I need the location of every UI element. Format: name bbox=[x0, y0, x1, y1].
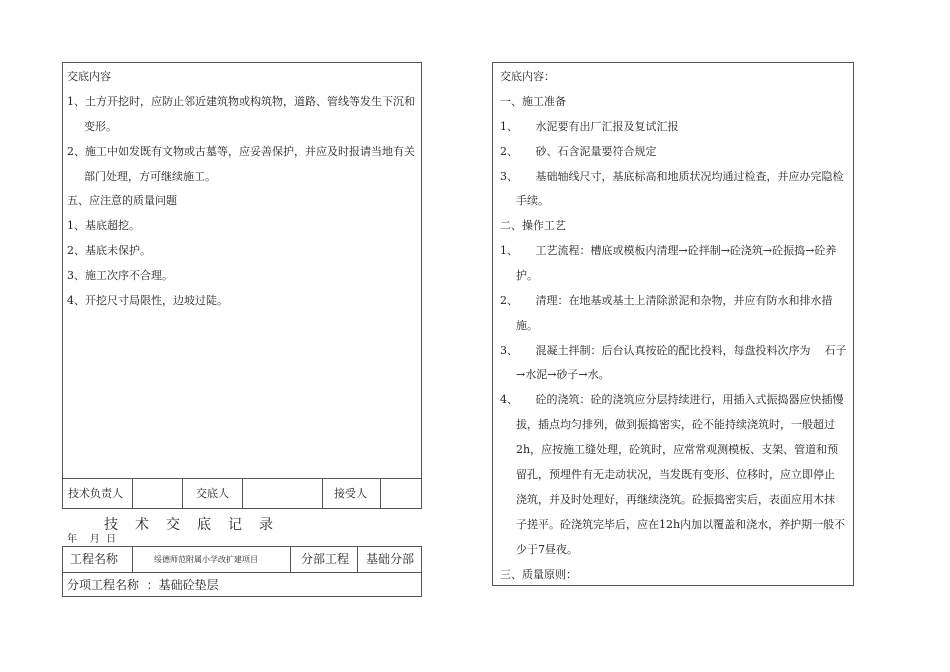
right-line: 4、 砼的浇筑：砼的浇筑应分层持续进行，用插入式振捣器应快插慢 bbox=[500, 393, 844, 406]
signoff-col bbox=[380, 478, 381, 509]
right-line: 施。 bbox=[516, 319, 538, 332]
left-line: 1、土方开挖时，应防止邻近建筑物或构筑物，道路、管线等发生下沉和 bbox=[67, 95, 415, 108]
form-row-divider bbox=[62, 572, 422, 573]
right-line: 2、 清理：在地基或基土上清除淤泥和杂物，并应有防水和排水措 bbox=[500, 294, 833, 307]
right-line: 3、 基础轴线尺寸，基底标高和地质状况均通过检查，并应办完隐检 bbox=[500, 170, 844, 183]
signoff-col bbox=[132, 478, 133, 509]
presenter-label: 交底人 bbox=[196, 487, 229, 500]
left-line: 1、基底超挖。 bbox=[67, 219, 140, 232]
right-line: 少于7昼夜。 bbox=[516, 543, 578, 556]
right-line: 手续。 bbox=[516, 194, 549, 207]
right-line: 2h，应按施工缝处理，砼筑时，应常常观测模板、支架、管道和预 bbox=[516, 443, 839, 456]
left-line: 五、应注意的质量问题 bbox=[67, 194, 177, 207]
right-panel bbox=[492, 62, 854, 586]
form-col bbox=[357, 546, 358, 572]
project-value: 绥德师范附属小学改扩建项目 bbox=[154, 555, 258, 564]
subitem-label: 分项工程名称 ：基础砼垫层 bbox=[67, 578, 219, 592]
right-line: 三、质量原则： bbox=[500, 568, 577, 581]
form-title: 技术交底记录 bbox=[104, 517, 290, 533]
right-line: 留孔，预埋件有无走动状况，当发既有变形、位移时，应立即停止 bbox=[516, 468, 835, 481]
left-line: 部门处理，方可继续施工。 bbox=[84, 170, 216, 183]
form-col bbox=[132, 546, 133, 572]
right-line: 2、 砂、石含泥量要符合规定 bbox=[500, 145, 657, 158]
project-label: 工程名称 bbox=[70, 552, 119, 566]
right-line: 1、 水泥要有出厂汇报及复试汇报 bbox=[500, 120, 679, 133]
signoff-col bbox=[322, 478, 323, 509]
right-line: 浇筑，并及时处理好，再继续浇筑。砼振捣密实后，表面应用木抹 bbox=[516, 493, 835, 506]
left-header: 交底内容 bbox=[67, 70, 111, 83]
division-value: 基础分部 bbox=[366, 552, 415, 566]
right-line: 一、施工准备 bbox=[500, 95, 566, 108]
tech-lead-label: 技术负责人 bbox=[68, 487, 123, 500]
left-line: 3、施工次序不合理。 bbox=[67, 269, 173, 282]
right-line: 护。 bbox=[516, 269, 538, 282]
left-line: 2、施工中如发既有文物或古墓等，应妥善保护，并应及时报请当地有关 bbox=[67, 145, 415, 158]
right-line: →水泥→砂子→水。 bbox=[516, 368, 610, 381]
division-label: 分部工程 bbox=[301, 552, 350, 566]
right-header: 交底内容： bbox=[500, 70, 555, 83]
left-line: 变形。 bbox=[84, 120, 117, 133]
form-col bbox=[290, 546, 291, 572]
right-line: 二、操作工艺 bbox=[500, 219, 566, 232]
left-line: 4、开挖尺寸局限性，边坡过陡。 bbox=[67, 294, 228, 307]
right-line: 子搓平。砼浇筑完毕后，应在12h内加以覆盖和浇水，养护期一般不 bbox=[516, 518, 846, 531]
right-line: 1、 工艺流程：槽底或模板内清理→砼拌制→砼浇筑→砼振捣→砼养 bbox=[500, 244, 837, 257]
signoff-col bbox=[182, 478, 183, 509]
right-line: 3、 混凝土拌制：后台认真按砼的配比投料，每盘投料次序为 石子 bbox=[500, 344, 847, 357]
form-date: 年 月 日 bbox=[67, 534, 117, 545]
right-line: 拔，插点均匀排列，做到振捣密实，砼不能持续浇筑时，一般超过 bbox=[516, 418, 835, 431]
signoff-col bbox=[242, 478, 243, 509]
receiver-label: 接受人 bbox=[334, 487, 367, 500]
left-line: 2、基底未保护。 bbox=[67, 244, 151, 257]
